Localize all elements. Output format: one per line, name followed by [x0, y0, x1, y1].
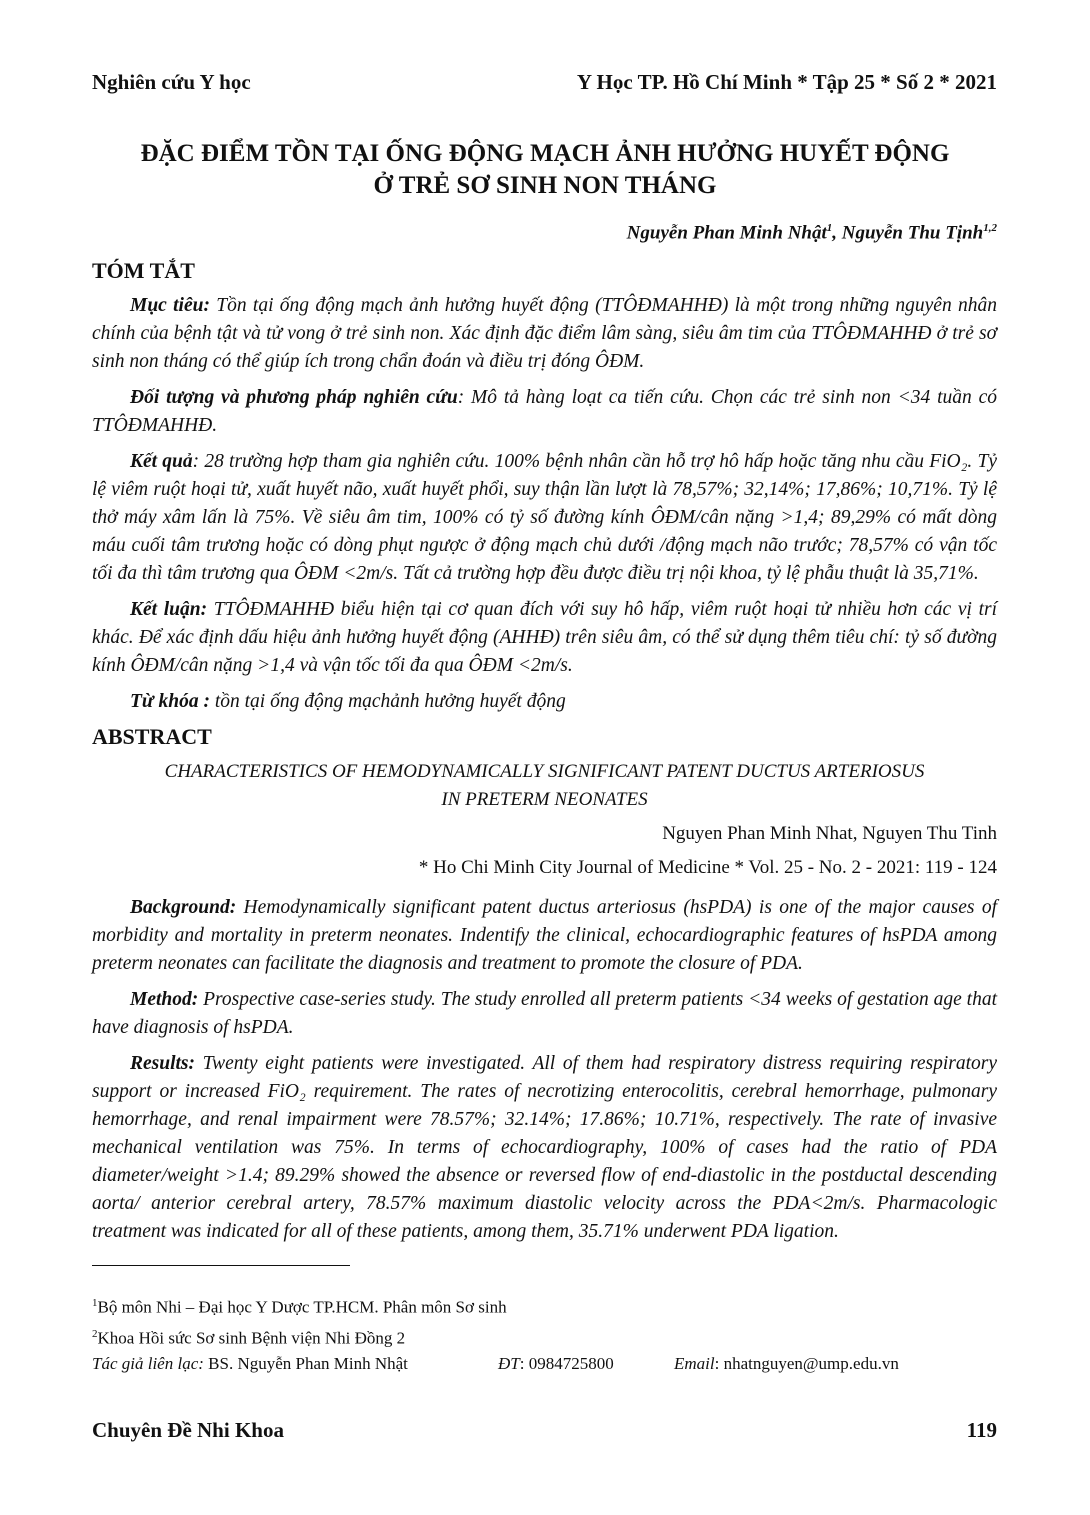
- abstract-paragraph: [92, 292, 997, 376]
- contact-phone: [498, 1351, 674, 1377]
- paragraph-text: tồn tại ống động mạchảnh hưởng huyết động: [209, 691, 566, 712]
- footnote: [92, 1321, 997, 1352]
- article-title: [60, 138, 1030, 202]
- footnote-text: Bộ môn Nhi – Đại học Y Dược TP.HCM. Phân môn Sơ sinh: [97, 1297, 507, 1317]
- author: Nguyễn Phan Minh Nhật: [626, 222, 827, 244]
- english-authors: Nguyen Phan Minh Nhat, Nguyen Thu Tinh: [662, 823, 997, 844]
- paragraph-text: Hemodynamically significant patent ductus arteriosus (hsPDA) is one of the major causes of morbidity and mortality in preterm neonates. Indentify the clinical, echocardiographic features of hsPDA among preterm neonates can facilitate the diagnosis and treatment to promote the closure of PDA.: [92, 897, 997, 974]
- phone-label: ĐT: [498, 1354, 520, 1374]
- phone-value: : 0984725800: [519, 1354, 614, 1374]
- footnotes: [92, 1290, 997, 1377]
- article-body: [92, 258, 997, 1254]
- title-line: ĐẶC ĐIỂM TỒN TẠI ỐNG ĐỘNG MẠCH ẢNH HƯỞNG HUYẾT ĐỘNG: [140, 140, 950, 167]
- email-label: Email: [674, 1354, 715, 1374]
- affiliation-mark: 1: [826, 222, 833, 234]
- paragraph-text: : 28 trường hợp tham gia nghiên cứu. 100% bệnh nhân cần hỗ trợ hô hấp hoặc tăng nhu cầu FiO₂. Tỷ lệ viêm ruột hoại tử, xuất huyết não, xuất huyết phổi, suy thận lần lượt là 78,57%; 32,14%; 17,86%; 10,71%. Tỷ lệ thở máy xâm lấn là 75%. Về siêu âm tim, 100% có tỷ số đường kính ÔĐM/cân nặng >1,4; 89,29% có mất dòng máu cuối tâm trương hoặc có dòng phụt ngược ở động mạch chủ dưới /động mạch não trước; 78,57% có vận tốc tối đa thì tâm trương qua ÔĐM <2m/s. Tất cả trường hợp đều được điều trị nội khoa, tỷ lệ phẫu thuật là 35,71%.: [92, 451, 997, 584]
- section-label: Nghiên cứu Y học: [92, 70, 251, 94]
- paragraph-label: Background:: [130, 897, 237, 918]
- paragraph-label: Mục tiêu:: [130, 295, 210, 316]
- authors: [627, 222, 997, 244]
- paragraph-text: Prospective case-series study. The study enrolled all preterm patients <34 weeks of gestation age that have diagnosis of hsPDA.: [92, 989, 997, 1038]
- running-footer: [92, 1418, 997, 1443]
- contact-label: Tác giả liên lạc:: [92, 1354, 204, 1374]
- paragraph-label: Kết luận:: [130, 599, 208, 620]
- contact-line: [92, 1351, 997, 1377]
- footnote-mark: 1: [92, 1297, 98, 1309]
- abstract-paragraph: [92, 448, 997, 588]
- citation: * Ho Chi Minh City Journal of Medicine * Vol. 25 - No. 2 - 2021: 119 - 124: [418, 857, 997, 878]
- journal-label: Y Học TP. Hồ Chí Minh * Tập 25 * Số 2 * 2021: [576, 70, 997, 94]
- contact-email: [674, 1351, 899, 1377]
- footer-section: Chuyên Đề Nhi Khoa: [92, 1418, 284, 1442]
- title-line: IN PRETERM NEONATES: [441, 789, 648, 810]
- abstract-paragraph: [92, 384, 997, 440]
- en-abstract-heading: ABSTRACT: [92, 724, 212, 749]
- paragraph-label: Đối tượng và phương pháp nghiên cứu: [130, 387, 458, 408]
- running-header: [92, 70, 997, 95]
- paragraph-text: Tồn tại ống động mạch ảnh hưởng huyết động (TTÔĐMAHHĐ) là một trong những nguyên nhân chính của bệnh tật và tử vong ở trẻ sinh non. Xác định đặc điểm lâm sàng, siêu âm tim của TTÔĐMAHHĐ ở trẻ sơ sinh non tháng có thể giúp ích trong chẩn đoán và điều trị đóng ÔĐM.: [92, 295, 998, 372]
- abstract-paragraph: [92, 596, 997, 680]
- affiliation-mark: 1,2: [983, 222, 997, 234]
- footnote-text: Khoa Hồi sức Sơ sinh Bệnh viện Nhi Đồng 2: [97, 1328, 406, 1348]
- footnote-divider: [92, 1265, 350, 1266]
- contact-name: BS. Nguyễn Phan Minh Nhật: [203, 1354, 408, 1374]
- english-title: [92, 758, 997, 814]
- title-line: Ở TRẺ SƠ SINH NON THÁNG: [373, 172, 717, 199]
- paragraph-label: Method:: [130, 989, 199, 1010]
- abstract-paragraph: [92, 1050, 997, 1246]
- abstract-paragraph: [92, 894, 997, 978]
- abstract-paragraph: [92, 986, 997, 1042]
- paragraph-text: TTÔĐMAHHĐ biểu hiện tại cơ quan đích với suy hô hấp, viêm ruột hoại tử nhiều hơn các vị trí khác. Để xác định dấu hiệu ảnh hưởng huyết động (AHHĐ) trên siêu âm, có thể sử dụng thêm tiêu chí: tỷ số đường kính ÔĐM/cân nặng >1,4 và vận tốc tối đa qua ÔĐM <2m/s.: [92, 599, 998, 676]
- page-number: 119: [966, 1418, 997, 1442]
- paragraph-text: : Mô tả hàng loạt ca tiến cứu. Chọn các trẻ sinh non <34 tuần có TTÔĐMAHHĐ.: [92, 387, 997, 436]
- paragraph-label: Từ khóa :: [130, 691, 210, 712]
- keywords: [92, 688, 997, 716]
- paragraph-text: Twenty eight patients were investigated. All of them had respiratory distress requiring respiratory support or increased FiO₂ requirement. The rates of necrotizing enterocolitis, cerebral hemorrhage, pulmonary hemorrhage, and renal impairment were 78.57%; 32.14%; 17.86%; 10.71%, respectively. The rate of invasive mechanical ventilation was 75%. In terms of echocardiography, 100% of cases had the ratio of PDA diameter/weight >1.4; 89.29% showed the absence or reversed flow of end-diastolic in the postductal descending aorta/ anterior cerebral artery, 78.57% maximum diastolic velocity across the PDA<2m/s. Pharmacologic treatment was indicated for all of these patients, among them, 35.71% underwent PDA ligation.: [92, 1053, 997, 1242]
- contact-author: [92, 1351, 498, 1377]
- vn-abstract-heading: TÓM TẮT: [92, 258, 195, 283]
- footnote-mark: 2: [92, 1327, 98, 1340]
- paragraph-label: Results:: [130, 1053, 196, 1074]
- footnote: [92, 1290, 997, 1321]
- paragraph-label: Kết quả: [130, 451, 193, 472]
- title-line: CHARACTERISTICS OF HEMODYNAMICALLY SIGNIFICANT PATENT DUCTUS ARTERIOSUS: [164, 761, 925, 782]
- author: Nguyễn Thu Tịnh: [841, 222, 984, 244]
- separator: ,: [832, 222, 842, 244]
- email-value[interactable]: : nhatnguyen@ump.edu.vn: [714, 1354, 899, 1374]
